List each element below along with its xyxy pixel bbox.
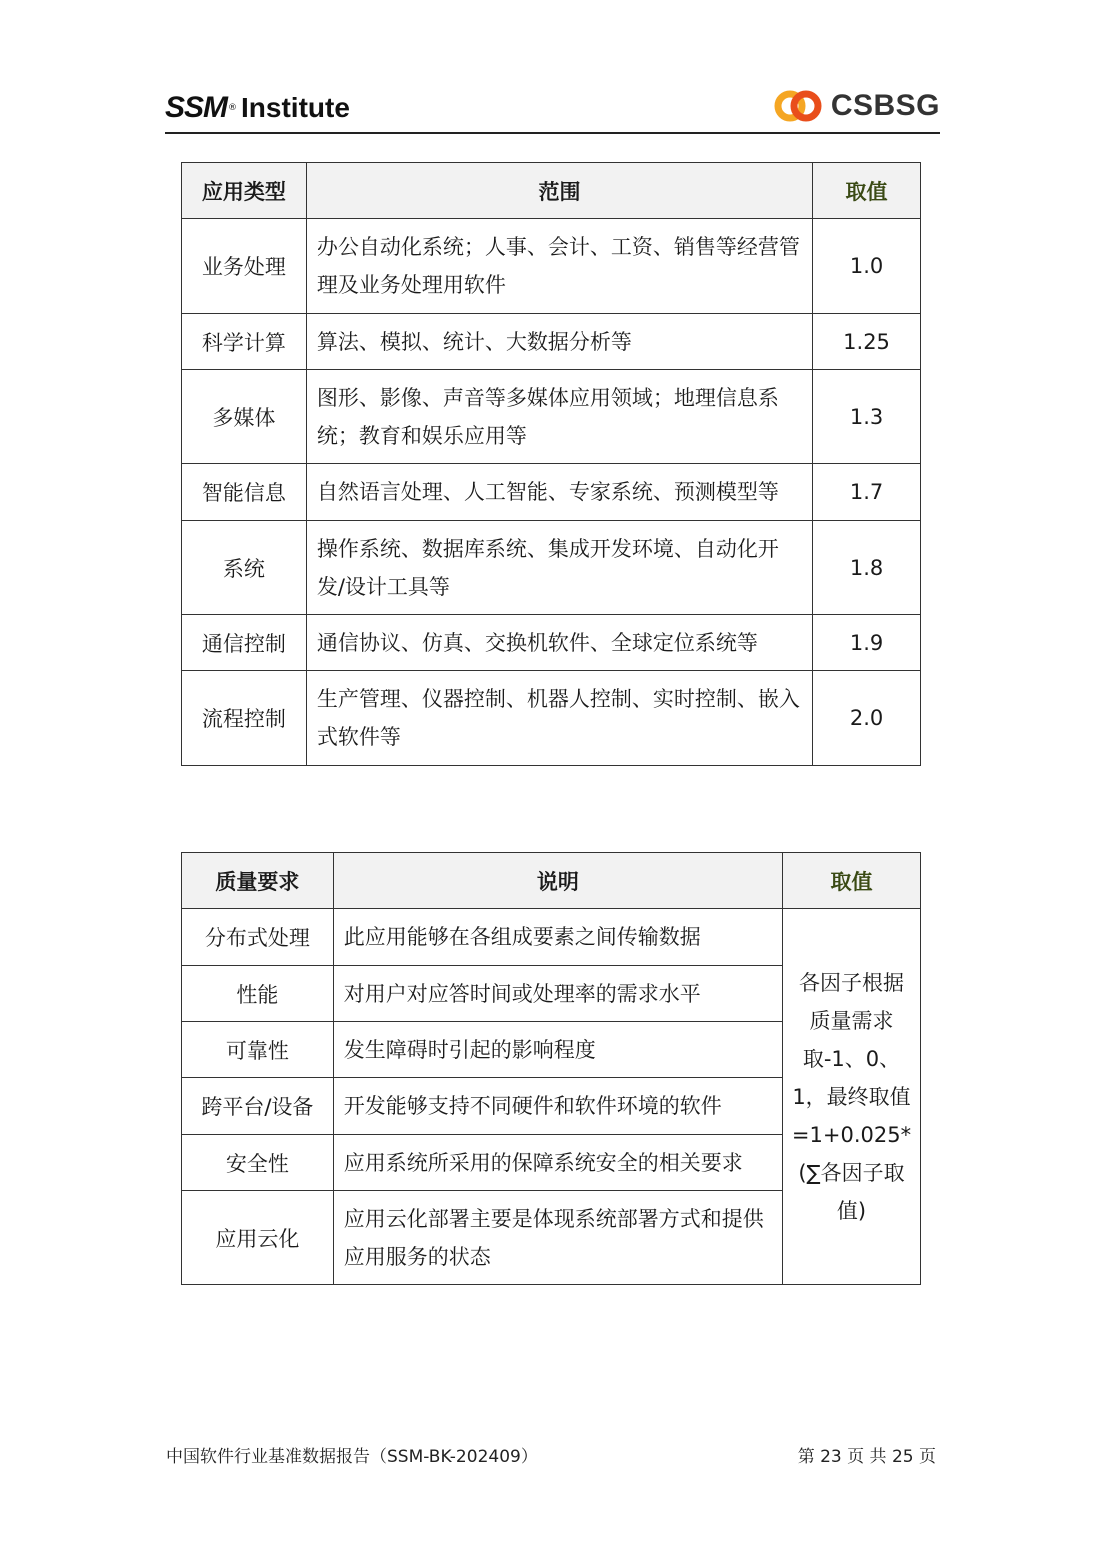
quality-req-cell: 应用云化: [182, 1191, 334, 1285]
description-cell: 应用云化部署主要是体现系统部署方式和提供应用服务的状态: [333, 1191, 782, 1285]
app-type-cell: 科学计算: [182, 314, 307, 370]
app-type-cell: 流程控制: [182, 671, 307, 766]
header-app-type: 应用类型: [182, 163, 307, 219]
csbsg-text: CSBSG: [830, 89, 940, 122]
ssm-logo-mark: SSM: [165, 91, 228, 124]
app-type-cell: 通信控制: [182, 615, 307, 671]
page-header: [165, 84, 940, 134]
institute-text: Institute: [241, 92, 350, 123]
description-cell: 应用系统所采用的保障系统安全的相关要求: [333, 1135, 782, 1191]
scope-cell: 自然语言处理、人工智能、专家系统、预测模型等: [306, 464, 812, 521]
footer-report-title: 中国软件行业基准数据报告（SSM-BK-202409）: [166, 1447, 538, 1467]
quality-requirement-table: [181, 852, 921, 1285]
header-quality-req: 质量要求: [182, 853, 334, 909]
table-row: [182, 615, 921, 671]
table-header-row: [182, 163, 921, 219]
value-cell: 1.25: [813, 314, 921, 370]
header-description: 说明: [333, 853, 782, 909]
header-value: 取值: [783, 853, 921, 909]
table-row: [182, 219, 921, 314]
table-header-row: [182, 853, 921, 909]
table-row: [182, 314, 921, 370]
app-type-cell: 智能信息: [182, 464, 307, 521]
value-cell: 1.3: [813, 370, 921, 464]
value-cell: 2.0: [813, 671, 921, 766]
application-type-table: [181, 162, 921, 766]
description-cell: 开发能够支持不同硬件和软件环境的软件: [333, 1078, 782, 1135]
quality-req-cell: 性能: [182, 966, 334, 1022]
scope-cell: 算法、模拟、统计、大数据分析等: [306, 314, 812, 370]
quality-req-cell: 可靠性: [182, 1022, 334, 1078]
app-type-cell: 多媒体: [182, 370, 307, 464]
table-row: [182, 521, 921, 615]
description-cell: 发生障碍时引起的影响程度: [333, 1022, 782, 1078]
ssm-institute-logo: [165, 90, 350, 126]
table-row: [182, 464, 921, 521]
quality-req-cell: 跨平台/设备: [182, 1078, 334, 1135]
app-type-cell: 业务处理: [182, 219, 307, 314]
scope-cell: 通信协议、仿真、交换机软件、全球定位系统等: [306, 615, 812, 671]
description-cell: 对用户对应答时间或处理率的需求水平: [333, 966, 782, 1022]
value-formula-cell: 各因子根据质量需求取-1、0、1，最终取值=1+0.025*(∑各因子取值): [783, 909, 921, 1285]
value-cell: 1.0: [813, 219, 921, 314]
value-cell: 1.9: [813, 615, 921, 671]
scope-cell: 生产管理、仪器控制、机器人控制、实时控制、嵌入式软件等: [306, 671, 812, 766]
header-scope: 范围: [306, 163, 812, 219]
scope-cell: 图形、影像、声音等多媒体应用领域；地理信息系统；教育和娱乐应用等: [306, 370, 812, 464]
header-value: 取值: [813, 163, 921, 219]
description-cell: 此应用能够在各组成要素之间传输数据: [333, 909, 782, 966]
scope-cell: 操作系统、数据库系统、集成开发环境、自动化开发/设计工具等: [306, 521, 812, 615]
value-cell: 1.7: [813, 464, 921, 521]
table-row: [182, 909, 921, 966]
csbsg-rings-icon: [773, 88, 823, 124]
scope-cell: 办公自动化系统；人事、会计、工资、销售等经营管理及业务处理用软件: [306, 219, 812, 314]
footer-page-number: 第 23 页 共 25 页: [797, 1447, 936, 1467]
table-row: [182, 671, 921, 766]
registered-mark: ®: [228, 103, 238, 113]
app-type-cell: 系统: [182, 521, 307, 615]
quality-req-cell: 安全性: [182, 1135, 334, 1191]
csbsg-logo: [773, 86, 940, 126]
value-cell: 1.8: [813, 521, 921, 615]
quality-req-cell: 分布式处理: [182, 909, 334, 966]
table-row: [182, 370, 921, 464]
